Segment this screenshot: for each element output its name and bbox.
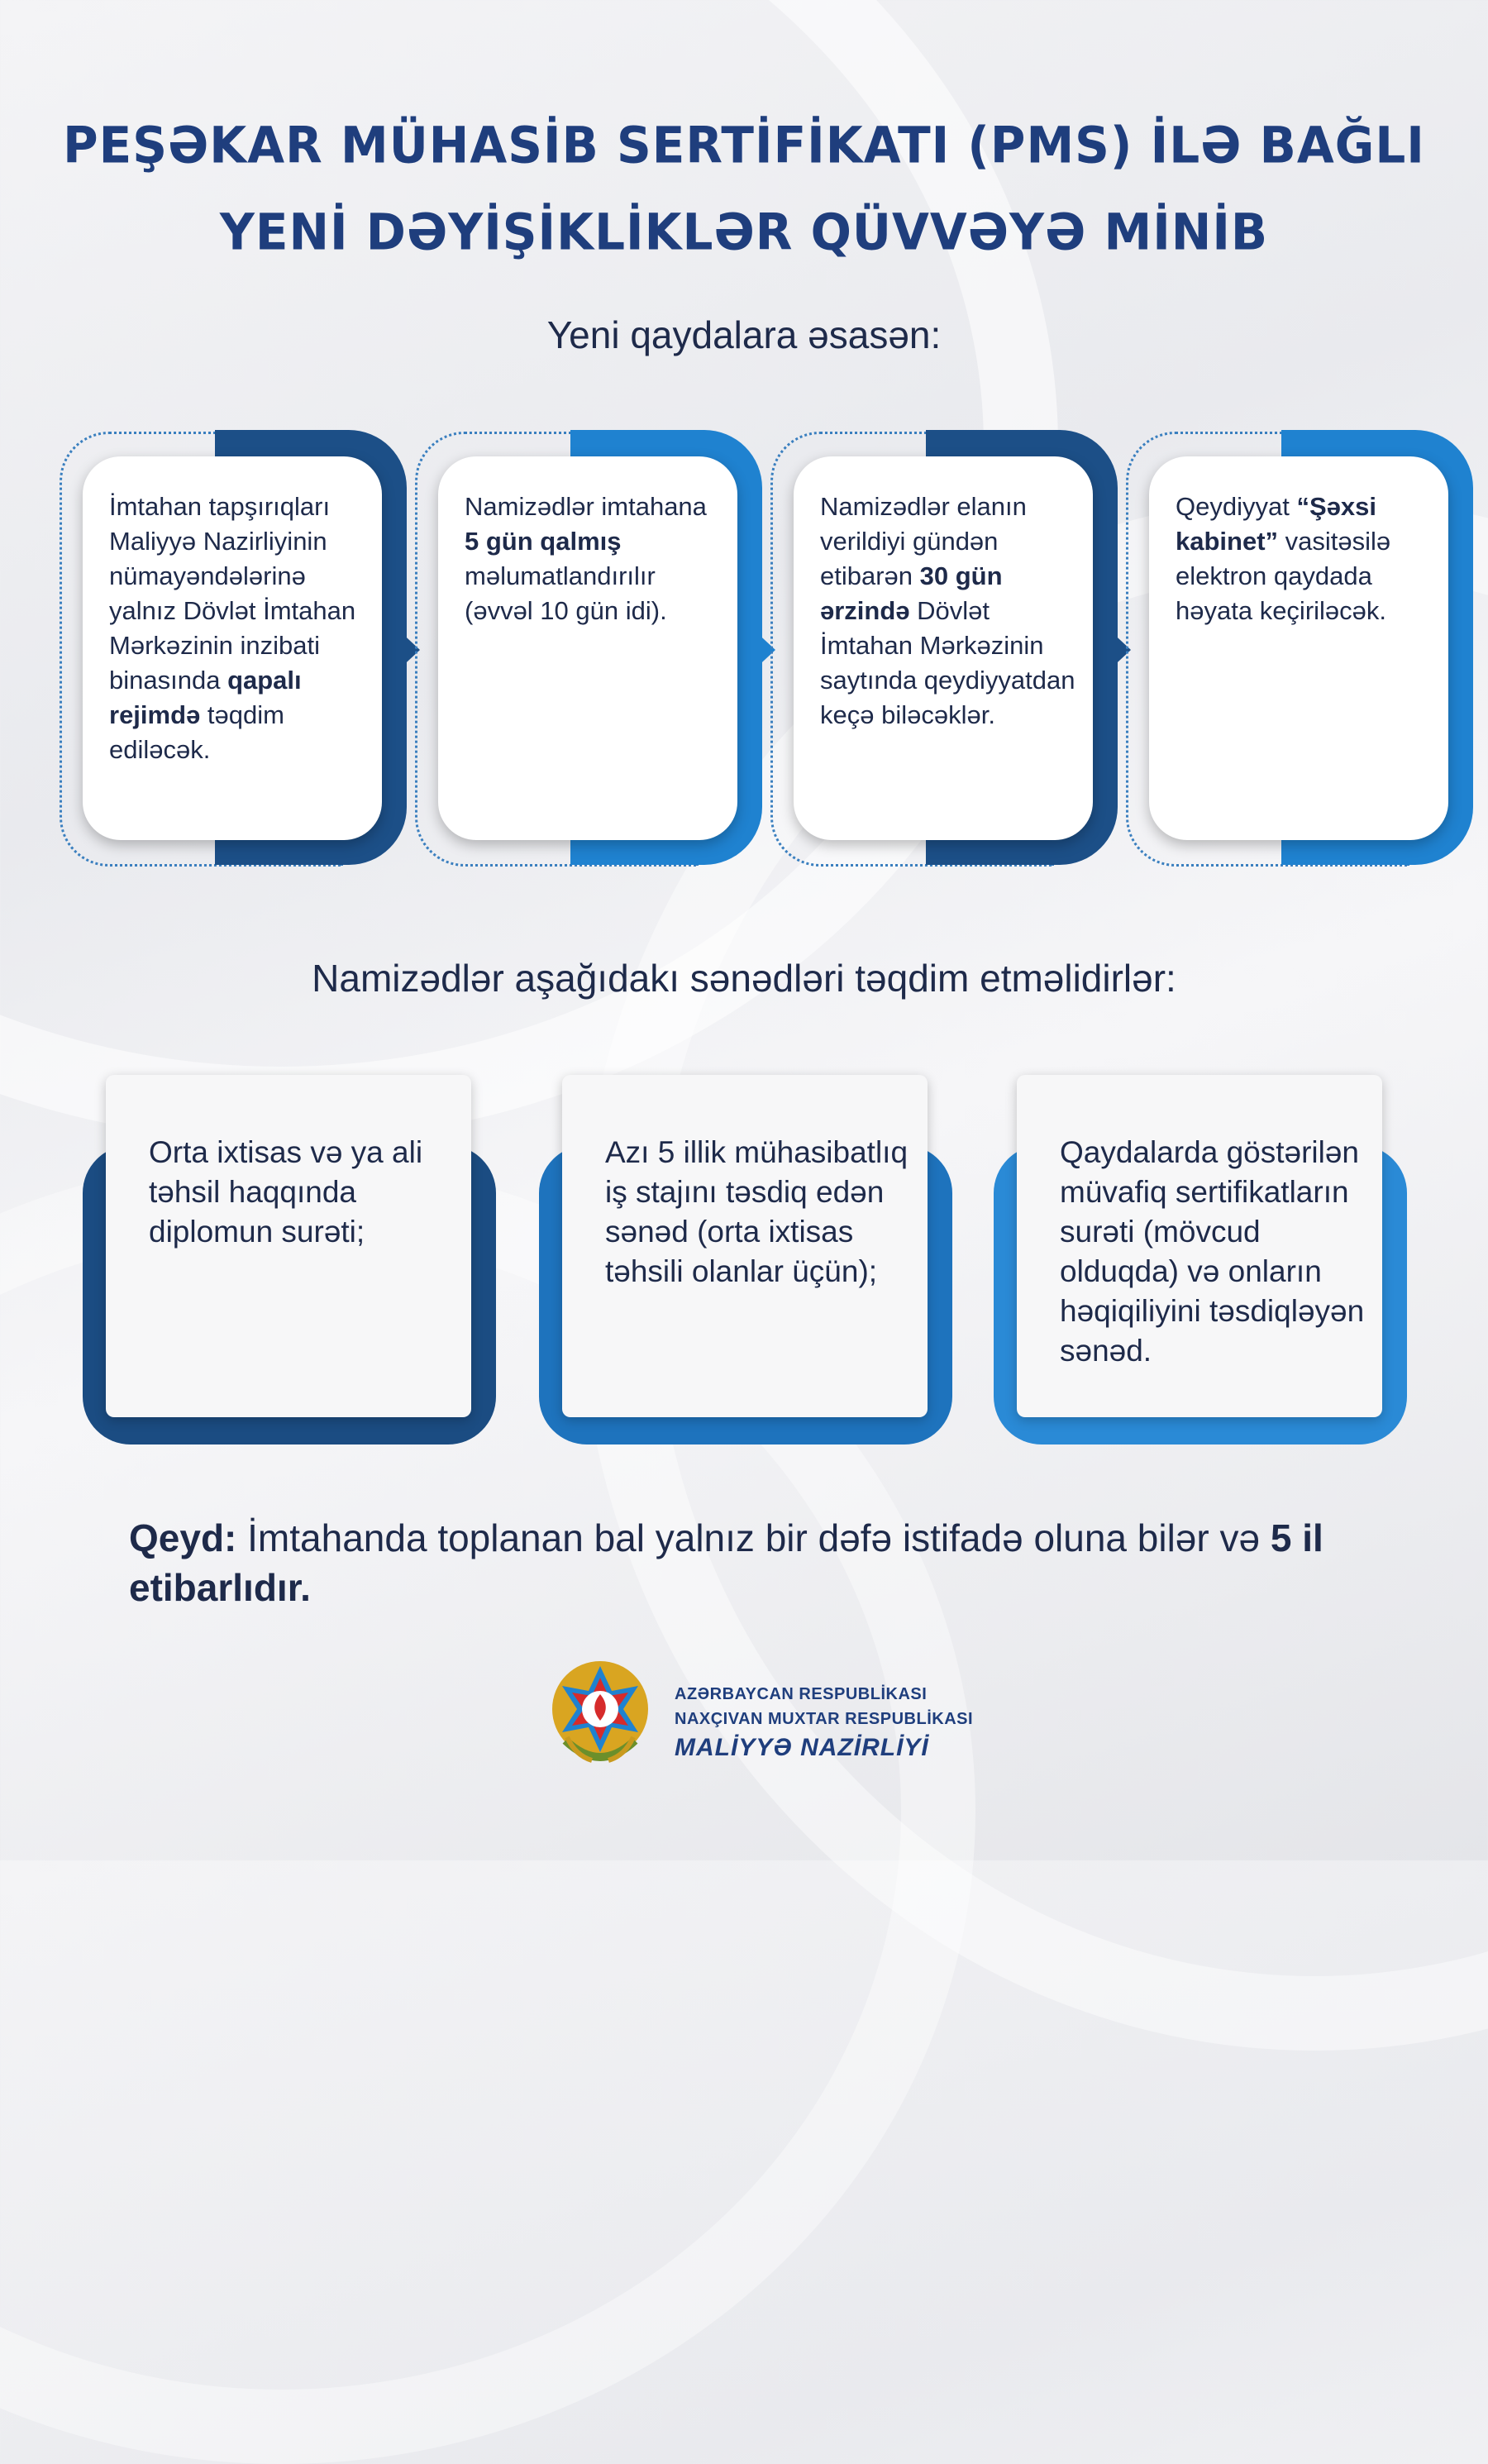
card-panel	[1149, 456, 1448, 840]
rule-text	[1176, 489, 1432, 628]
rule-text-part: Namizədlər imtahana	[465, 492, 707, 521]
rule-text-highlight: 5 gün qalmış	[465, 527, 622, 556]
card-panel	[562, 1075, 928, 1417]
note-text: İmtahanda toplanan bal yalnız bir dəfə istifadə oluna bilər və	[236, 1516, 1271, 1559]
page-title-line-2: YENİ DƏYİŞİKLİKLƏR QÜVVƏYƏ MİNİB	[219, 202, 1269, 262]
rule-text-part: vasitəsilə elektron qaydada həyata keçiriləcək.	[1176, 527, 1391, 625]
org-line-1: AZƏRBAYCAN RESPUBLİKASI	[675, 1685, 928, 1703]
document-text: Qaydalarda göstərilən müvafiq sertifikatların surəti (mövcud olduqda) və onların həqiqiliyini təsdiqləyən sənəd.	[1060, 1135, 1365, 1368]
rule-text-part: İmtahan tapşırıqları Maliyyə Nazirliyinin nümayəndələrinə yalnız Dövlət İmtahan Mərkəzinin inzibati binasında	[109, 492, 356, 695]
rule-card-2	[415, 428, 762, 867]
rule-text	[109, 489, 365, 767]
rule-text	[465, 489, 721, 628]
page-title-line-1: PEŞƏKAR MÜHASİB SERTİFİKATI (PMS) İLƏ BAĞLI	[63, 115, 1425, 175]
document-text: Orta ixtisas və ya ali təhsil haqqında diplomun surəti;	[149, 1135, 423, 1249]
documents-heading: Namizədlər aşağıdakı sənədləri təqdim etməlidirlər:	[312, 957, 1176, 1000]
card-panel	[106, 1075, 471, 1417]
rule-text-highlight: qapalı rejimdə	[109, 666, 302, 729]
rule-text	[820, 489, 1076, 733]
document-card-3	[994, 1075, 1407, 1447]
document-card-1	[83, 1075, 496, 1447]
rule-card-4	[1126, 428, 1473, 867]
rule-text-part: məlumatlandırılır (əvvəl 10 gün idi).	[465, 561, 667, 625]
document-text: Azı 5 illik mühasibatlıq iş stajını təsdiq edən sənəd (orta ixtisas təhsili olanlar üçün);	[605, 1135, 909, 1288]
rule-text-part: Namizədlər elanın verildiyi gündən etibarən	[820, 492, 1027, 590]
card-panel	[438, 456, 737, 840]
rule-text-part: təqdim ediləcək.	[109, 700, 284, 764]
rule-text-part: Dövlət İmtahan Mərkəzinin saytında qeydiyyatdan keçə biləcəklər.	[820, 596, 1075, 729]
org-line-2: NAXÇIVAN MUXTAR RESPUBLİKASI	[675, 1710, 974, 1728]
document-card-2	[539, 1075, 952, 1447]
card-panel	[794, 456, 1093, 840]
rule-card-1	[60, 428, 407, 867]
state-emblem-icon	[542, 1658, 658, 1774]
page-title	[0, 102, 1488, 275]
card-panel	[1017, 1075, 1382, 1417]
rule-card-3	[770, 428, 1118, 867]
note	[129, 1513, 1385, 1612]
note-validity: 5 il etibarlıdır.	[129, 1516, 1323, 1609]
rule-text-highlight: 30 gün ərzində	[820, 561, 1003, 625]
rule-text-part: Qeydiyyat	[1176, 492, 1297, 521]
org-line-3: MALİYYƏ NAZİRLİYİ	[675, 1734, 929, 1761]
card-panel	[83, 456, 382, 840]
organization-name	[675, 1682, 973, 1764]
rules-heading: Yeni qaydalara əsasən:	[546, 313, 942, 356]
rule-text-highlight: “Şəxsi kabinet”	[1176, 492, 1376, 556]
note-label: Qeyd:	[129, 1516, 237, 1559]
